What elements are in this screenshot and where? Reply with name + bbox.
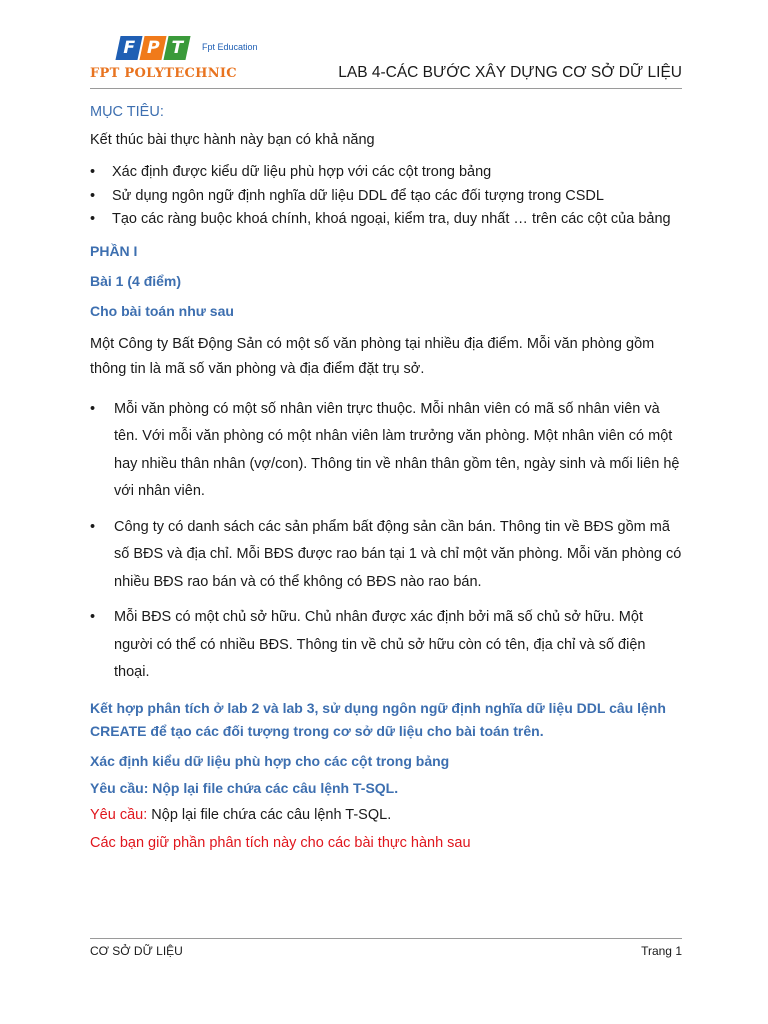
page-footer: [90, 938, 682, 958]
list-item: • Mỗi BĐS có một chủ sở hữu. Chủ nhân được xác định bởi mã số chủ sở hữu. Một người có thể có nhiều BĐS. Thông tin về chủ sở hữu còn có tên, địa chỉ và số điện thoại.: [90, 604, 682, 687]
list-item: • Mỗi văn phòng có một số nhân viên trực thuộc. Mỗi nhân viên có mã số nhân viên và tên. Với mỗi văn phòng có một nhân viên làm trưởng văn phòng. Một nhân viên có một hay nhiều thân nhân (vợ/con). Thông tin về nhân thân gồm tên, ngày sinh và mối liên hệ với nhân viên.: [90, 396, 682, 506]
objectives-heading: MỤC TIÊU:: [90, 104, 164, 120]
problem-paragraph: Một Công ty Bất Động Sản có một số văn phòng tại nhiều địa điểm. Mỗi văn phòng gồm thông tin là mã số văn phòng và địa điểm đặt trụ sở.: [90, 335, 655, 377]
logo-letter-t: T: [163, 36, 190, 60]
note-text: Các bạn giữ phần phân tích này cho các bài thực hành sau: [90, 834, 471, 851]
lab-title: LAB 4-CÁC BƯỚC XÂY DỰNG CƠ SỞ DỮ LIỆU: [338, 64, 682, 81]
requirements-list: [90, 396, 682, 687]
footer-divider: [90, 938, 682, 939]
list-item: • Sử dụng ngôn ngữ định nghĩa dữ liệu DDL để tạo các đối tượng trong CSDL: [90, 185, 682, 209]
objectives-list: [90, 161, 682, 232]
requirement-red: [90, 807, 682, 823]
part-heading: PHẦN I: [90, 242, 138, 259]
instruction-text: Kết hợp phân tích ở lab 2 và lab 3, sử dụng ngôn ngữ định nghĩa dữ liệu DDL câu lệnh CREATE để tạo các đối tượng trong cơ sở dữ liệu cho bài toán trên.: [90, 699, 666, 739]
logo-letter-p: P: [139, 36, 166, 60]
page-number: Trang 1: [641, 944, 682, 958]
footer-course: CƠ SỞ DỮ LIỆU: [90, 944, 183, 958]
logo-subtitle: Fpt Education: [202, 42, 258, 52]
list-item: • Xác định được kiểu dữ liệu phù hợp với các cột trong bảng: [90, 161, 682, 185]
exercise-heading: Bài 1 (4 điểm): [90, 272, 182, 289]
requirement-blue: Yêu cầu: Nộp lại file chứa các câu lệnh T-SQL.: [90, 779, 399, 796]
problem-heading: Cho bài toán như sau: [90, 302, 234, 319]
datatype-instruction: Xác định kiểu dữ liệu phù hợp cho các cột trong bảng: [90, 752, 450, 769]
page-header: [90, 28, 682, 90]
header-divider: [90, 88, 682, 89]
polytechnic-wordmark: FPT POLYTECHNIC: [90, 66, 237, 81]
page-body: [90, 100, 682, 851]
requirement-label: Yêu cầu:: [90, 806, 148, 823]
requirement-text: Nộp lại file chứa các câu lệnh T-SQL.: [147, 806, 392, 823]
fpt-logo: [118, 36, 318, 66]
logo-letter-f: F: [115, 36, 142, 60]
list-item: • Công ty có danh sách các sản phẩm bất động sản cần bán. Thông tin về BĐS gồm mã số BĐS và địa chỉ. Mỗi BĐS được rao bán tại 1 và chỉ một văn phòng. Mỗi văn phòng có nhiều BĐS rao bán và có thể không có BĐS nào rao bán.: [90, 514, 682, 597]
intro-text: Kết thúc bài thực hành này bạn có khả năng: [90, 132, 375, 148]
list-item: • Tạo các ràng buộc khoá chính, khoá ngoại, kiểm tra, duy nhất … trên các cột của bảng: [90, 208, 682, 232]
